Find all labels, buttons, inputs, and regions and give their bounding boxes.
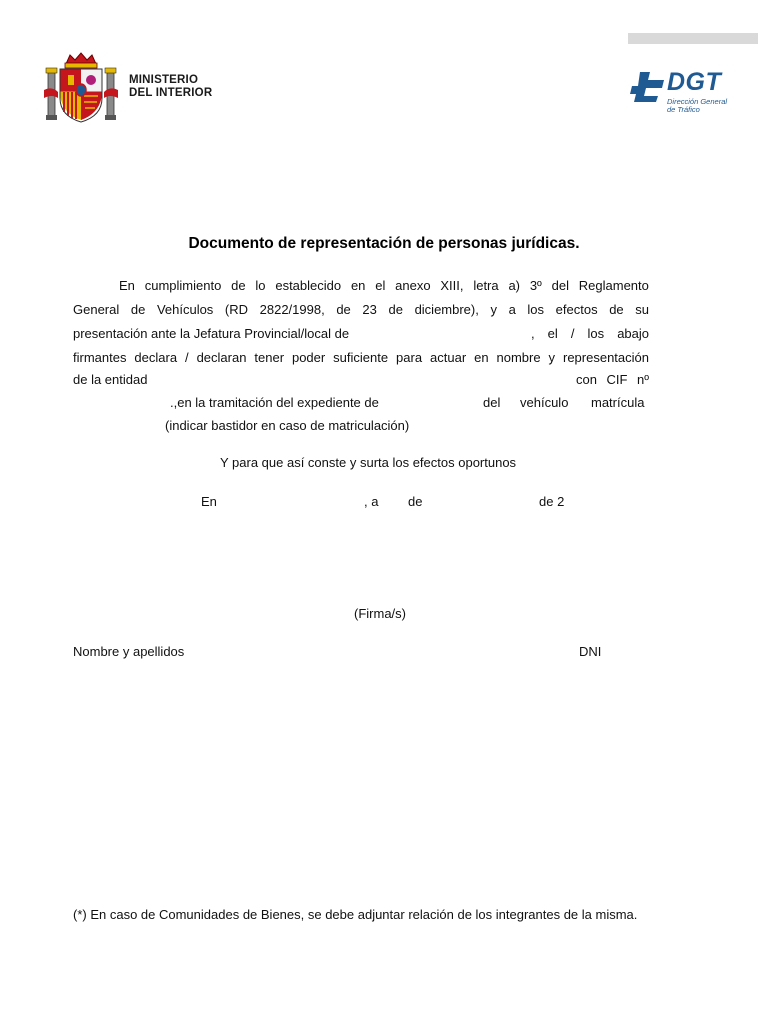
- word: y: [490, 302, 497, 317]
- word: XIII,: [440, 278, 464, 293]
- word: del: [551, 278, 569, 293]
- date-de-2: de 2: [539, 494, 565, 509]
- paragraph-line-2: [73, 302, 649, 317]
- word: anexo: [395, 278, 431, 293]
- dgt-subtitle-line-2: de Tráfico: [667, 105, 700, 114]
- word: de: [336, 302, 351, 317]
- paragraph-line-6-c: vehículo: [520, 395, 569, 410]
- word: a): [508, 278, 520, 293]
- paragraph-line-6-a: .,en la tramitación del expediente de: [170, 395, 379, 410]
- paragraph-line-7: (indicar bastidor en caso de matriculación): [165, 418, 410, 433]
- word: de: [388, 302, 403, 317]
- word: de: [130, 302, 146, 317]
- ministry-line-2: DEL INTERIOR: [129, 87, 213, 99]
- word: de: [609, 302, 624, 317]
- word: lo: [255, 278, 266, 293]
- word: 23: [362, 302, 377, 317]
- dni-label: DNI: [579, 644, 602, 659]
- word: el: [375, 278, 386, 293]
- dgt-subtitle-line-1: Dirección General: [667, 97, 728, 106]
- dgt-logo-text: DGT: [667, 68, 722, 96]
- word: en: [350, 278, 366, 293]
- word: En: [119, 278, 135, 293]
- paragraph-line-5-left: de la entidad: [73, 372, 148, 387]
- word: General: [73, 302, 120, 317]
- word: los: [527, 302, 545, 317]
- date-a: , a: [364, 494, 379, 509]
- coat-of-arms-icon: [44, 50, 118, 124]
- paragraph-line-5-right: con CIF nº: [576, 372, 649, 387]
- dgt-subtitle: [667, 98, 727, 114]
- word: su: [635, 302, 649, 317]
- footnote: (*) En caso de Comunidades de Bienes, se debe adjuntar relación de los integrantes de la misma.: [73, 907, 638, 922]
- date-de-1: de: [408, 494, 423, 509]
- paragraph-line-3-right: , el / los abajo: [531, 326, 649, 341]
- word: (RD: [224, 302, 249, 317]
- paragraph-line-6-b: del: [483, 395, 501, 410]
- word: Reglamento: [578, 278, 649, 293]
- paragraph-line-6-d: matrícula: [591, 395, 645, 410]
- word: 3º: [529, 278, 542, 293]
- word: diciembre),: [414, 302, 479, 317]
- word: de: [231, 278, 246, 293]
- ministry-name: [129, 74, 212, 100]
- ministry-line-1: MINISTERIO: [129, 74, 199, 86]
- closing-sentence: Y para que así conste y surta los efectos oportunos: [220, 455, 517, 470]
- word: cumplimiento: [144, 278, 222, 293]
- word: Vehículos: [156, 302, 214, 317]
- name-label: Nombre y apellidos: [73, 644, 185, 659]
- dgt-cross-icon: [628, 66, 668, 106]
- paragraph-line-1: [119, 278, 649, 293]
- top-right-gray-bar: [628, 33, 758, 44]
- date-en: En: [201, 494, 217, 509]
- word: establecido: [275, 278, 342, 293]
- word: efectos: [555, 302, 598, 317]
- document-title: Documento de representación de personas jurídicas.: [188, 235, 580, 252]
- word: 2822/1998,: [259, 302, 325, 317]
- word: a: [508, 302, 516, 317]
- signature-label: (Firma/s): [354, 606, 406, 621]
- paragraph-line-3-left: presentación ante la Jefatura Provincial/local de: [73, 326, 350, 341]
- paragraph-line-4: firmantes declara / declaran tener poder suficiente para actuar en nombre y representación: [73, 350, 649, 365]
- word: letra: [473, 278, 499, 293]
